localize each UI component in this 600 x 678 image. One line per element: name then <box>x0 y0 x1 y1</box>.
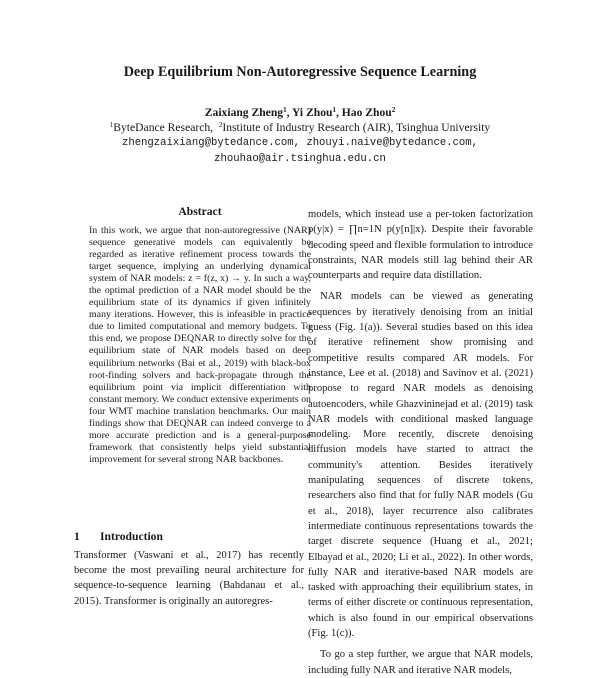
section-title: Introduction <box>100 530 163 543</box>
author-name: Hao Zhou <box>341 106 392 119</box>
author-affiliation-mark: 1 <box>332 106 336 114</box>
author-emails: zhouhao@air.tsinghua.edu.cn <box>214 153 386 165</box>
affiliation-mark: 2 <box>218 121 223 129</box>
affiliation: ByteDance Research, <box>113 121 214 134</box>
introduction-body: Transformer (Vaswani et al., 2017) has recently become the most prevailing neural architecture for sequence-to-sequence learning (Bahdanau et al., 2015). Transformer is originally an autoregres- <box>74 550 304 607</box>
affiliations <box>0 121 600 134</box>
paper-title: Deep Equilibrium Non-Autoregressive Sequence Learning <box>123 64 477 80</box>
author-name: Zaixiang Zheng <box>204 106 284 119</box>
right-column <box>308 207 533 678</box>
paragraph: NAR models can be viewed as generating sequences by iteratively denoising from an initial guess (Fig. 1(a)). Several studies based on this idea of iterative refinement show promising and competitive results compared AR models. For instance, Lee et al. (2018) and Savinov et al. (2021) propose to regard NAR models as denoising autoencoders, while Ghazvininejad et al. (2019) task NAR models with conditional masked language modeling. More recently, discrete denoising diffusion models have started to attract the community's attention. Besides iteratively manipulating sequences of discrete tokens, researchers also find that for fully NAR models (Gu et al., 2018), layer recurrence also calibrates intermediate continuous representations towards the target discrete sequence (Huang et al., 2021; Elbayad et al., 2020; Li et al., 2022). In other words, fully NAR and iterative-based NAR models are tasked with approaching their equilibrium states, in terms of either discrete or continuous representation, which is also found in our empirical observations (Fig. 1(c)). <box>308 291 533 640</box>
author-list <box>0 106 600 119</box>
affiliation: Institute of Industry Research (AIR), Tsinghua University <box>222 121 491 134</box>
author-affiliation-mark: 1 <box>283 106 287 114</box>
author-name: Yi Zhou <box>291 106 333 119</box>
section-number: 1 <box>74 530 80 543</box>
section-heading <box>74 530 163 543</box>
paragraph: models, which instead use a per-token factorization p(y|x) = ∏n=1N p(y[n]|x). Despite their favorable decoding speed and flexible formulation to introduce constraints, NAR models still lag behind their AR counterparts and require data distillation. <box>308 209 533 282</box>
paragraph: To go a step further, we argue that NAR models, including fully NAR and iterative NAR models, <box>308 649 533 676</box>
author-separator: , <box>335 106 342 119</box>
author-affiliation-mark: 2 <box>391 106 396 114</box>
abstract-body: In this work, we argue that non-autoregressive (NAR) sequence generative models can equivalently be regarded as iterative refinement process towards the target sequence, implying an underlying dynamical system of NAR models: z = f(z, x) → y. In such a way, the optimal prediction of a NAR model should be the equilibrium state of its dynamics if given infinitely many iterations. However, this is infeasible in practice due to limited computational and memory budgets. To this end, we propose DEQNAR to directly solve for the equilibrium state of NAR models based on deep equilibrium networks (Bai et al., 2019) with black-box root-finding solvers and back-propagate through the equilibrium point via implicit differentiation with constant memory. We conduct extensive experiments on four WMT machine translation benchmarks. Our main findings show that DEQNAR can indeed converge to a more accurate prediction and is a general-purpose framework that consistently helps yield substantial improvement for several strong NAR backbones. <box>89 225 311 465</box>
author-emails: zhengzaixiang@bytedance.com, zhouyi.naive@bytedance.com, <box>121 137 478 149</box>
abstract-heading: Abstract <box>178 205 222 218</box>
author-separator: , <box>286 106 292 119</box>
affiliation-mark: 1 <box>109 121 114 129</box>
